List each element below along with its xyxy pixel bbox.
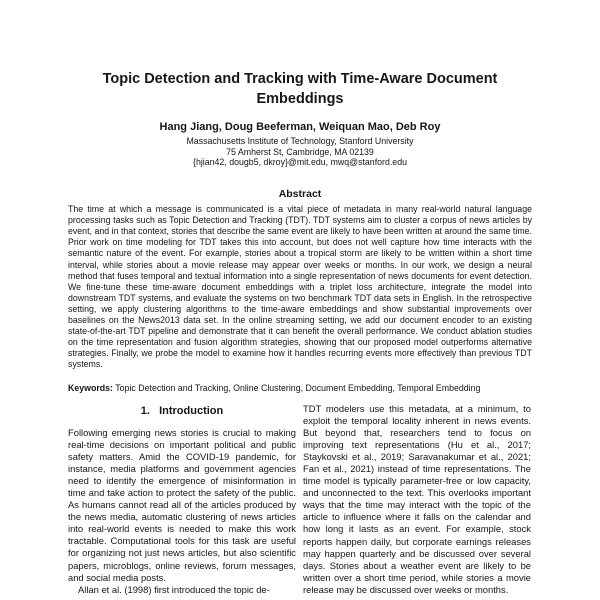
paper-title bbox=[0, 70, 600, 109]
affiliation-block bbox=[0, 136, 600, 168]
abstract-text: The time at which a message is communicated is a vital piece of metadata in many real-world natural language processing tasks such as Topic Detection and Tracking (TDT). TDT systems aim to cluster a corpus of news articles by event, and in that context, stories that describe the same event are likely to have been written at around the same time. Prior work on time modeling for TDT takes this into account, but does not well capture how time interacts with the semantic nature of the event. For example, stories about a tropical storm are likely to be written within a short time interval, while stories about a movie release may appear over weeks or months. In our work, we design a neural method that fuses temporal and textual information into a single representation of news documents for event detection. We fine-tune these time-aware document embeddings with a triplet loss architecture, integrate the model into downstream TDT systems, and evaluate the systems on two benchmark TDT data sets in English. In the retrospective setting, we apply clustering algorithms to the time-aware embeddings and show substantial improvements over baselines on the News2013 data set. In the online streaming setting, we add our document encoder to an existing state-of-the-art TDT pipeline and demonstrate that it can benefit the overall performance. We conduct ablation studies on the time representation and fusion algorithm strategies, showing that our proposed model outperforms alternative strategies. Finally, we probe the model to examine how it handles recurring events more effectively than previous TDT systems. bbox=[68, 204, 532, 370]
right-column bbox=[303, 403, 531, 597]
affiliation-line-institution: Massachusetts Institute of Technology, Stanford University bbox=[186, 136, 414, 146]
two-column-body bbox=[68, 403, 532, 597]
intro-paragraph-2: Allan et al. (1998) first introduced the topic de- bbox=[78, 583, 270, 595]
right-column-paragraph-1: TDT modelers use this metadata, at a minimum, to exploit the temporal locality inherent in news events. But beyond that, researchers tend to focus on improving text representations (Hu et al., 2017; Staykovski et al., 2019; Saravanakumar et al., 2021; Fan et al., 2021) instead of time representations. The time model is typically parameter-free or low capacity, and unconnected to the text. This overlooks important ways that the time may interact with the topic of the article to influence where it falls on the calendar and how long it lasts as an event. For example, stock reports happen daily, but corporate earnings releases may happen quarterly and be discussed over several days. Stories about a weather event are likely to be written over a short time period, while stories a movie release may be discussed over weeks or months. bbox=[303, 402, 531, 595]
authors-line: Hang Jiang, Doug Beeferman, Weiquan Mao, Deb Roy bbox=[159, 121, 441, 133]
keywords-line bbox=[68, 383, 532, 394]
affiliation-line-emails: {hjian42, dougb5, dkroy}@mit.edu, mwq@stanford.edu bbox=[193, 157, 407, 168]
intro-paragraph-1: Following emerging news stories is crucial to making real-time decisions on important political and public safety matters. Amid the COVID-19 pandemic, for instance, media platforms and government agencies need to identify the emergence of misinformation in time and take action to protect the safety of the public. As humans cannot read all of the articles produced by the news media, automatic clustering of news articles into real-world events is needed to make this work tractable. Computational tools for this task are useful for organizing not just news articles, but also scientific papers, microblogs, online reviews, forum messages, and social media posts. bbox=[68, 426, 296, 583]
paper-title-line-2: Embeddings bbox=[256, 90, 344, 107]
affiliation-line-address: 75 Amherst St, Cambridge, MA 02139 bbox=[226, 146, 374, 157]
keywords-text: Topic Detection and Tracking, Online Clustering, Document Embedding, Temporal Embedding bbox=[112, 382, 481, 393]
left-column bbox=[68, 403, 296, 597]
paper-title-line-1: Topic Detection and Tracking with Time-Aware Document bbox=[102, 71, 498, 87]
abstract-heading: Abstract bbox=[278, 188, 322, 201]
section-heading-introduction: 1. Introduction bbox=[140, 404, 224, 417]
keywords-label: Keywords: bbox=[68, 382, 113, 393]
